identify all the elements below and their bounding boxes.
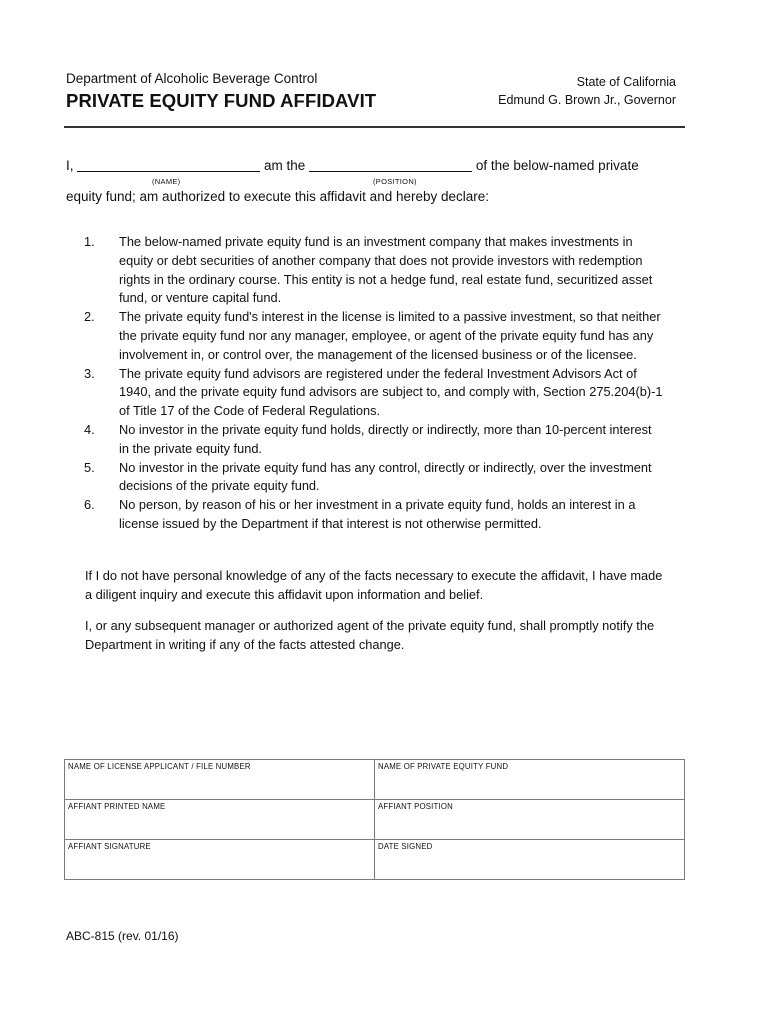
applicant-field[interactable] — [65, 760, 375, 800]
affiant-position-field[interactable] — [375, 800, 685, 840]
intro-middle: am the — [264, 158, 306, 173]
form-number: ABC-815 (rev. 01/16) — [66, 929, 179, 943]
signature-table — [64, 759, 685, 880]
affiant-signature-field[interactable] — [65, 840, 375, 880]
declaration-item — [84, 459, 664, 497]
affiant-name-field-label: AFFIANT PRINTED NAME — [68, 802, 166, 811]
intro-suffix: of the below-named private — [475, 158, 639, 173]
declaration-list — [84, 233, 664, 534]
governor-name: Edmund G. Brown Jr., Governor — [498, 93, 676, 107]
form-title: PRIVATE EQUITY FUND AFFIDAVIT — [66, 90, 377, 111]
declaration-item — [84, 365, 664, 421]
declaration-text: The private equity fund advisors are registered under the federal Investment Advisors Act of 1940, and the private equity fund advisors are subject to, and comply with, Section 275.204(b)-1 of Title 17 of the Code of Federal Regulations. — [119, 365, 663, 419]
declaration-text: No investor in the private equity fund holds, directly or indirectly, more than 10-percent interest in the private equity fund. — [119, 421, 652, 456]
declaration-number: 6. — [84, 497, 95, 513]
name-caption: (NAME) — [152, 177, 181, 186]
position-caption: (POSITION) — [373, 177, 417, 186]
declaration-item — [84, 233, 664, 308]
affiant-position-field-label: AFFIANT POSITION — [378, 802, 453, 811]
name-blank-line[interactable] — [77, 157, 260, 172]
intro-prefix: I, — [66, 158, 74, 173]
declaration-number: 1. — [84, 234, 95, 249]
state-name: State of California — [576, 75, 676, 89]
declaration-number: 3. — [84, 365, 95, 381]
declaration-text: The private equity fund's interest in the license is limited to a passive investment, so that neither the private equity fund nor any manager, employee, or agent of the private equity fund has any involvement in, or control over, the management of the licensed business or of the licensee. — [119, 309, 661, 362]
header-divider — [64, 126, 685, 128]
intro-line — [66, 157, 639, 173]
fund-name-field-label: NAME OF PRIVATE EQUITY FUND — [378, 762, 509, 771]
applicant-field-label: NAME OF LICENSE APPLICANT / FILE NUMBER — [68, 762, 251, 771]
declaration-item — [84, 421, 664, 459]
notify-paragraph: I, or any subsequent manager or authorized agent of the private equity fund, shall promptly notify the Department in writing if any of the facts attested change. — [85, 618, 655, 652]
department-name: Department of Alcoholic Beverage Control — [66, 71, 318, 86]
affiant-signature-field-label: AFFIANT SIGNATURE — [68, 842, 151, 851]
declaration-number: 2. — [84, 309, 95, 325]
date-signed-field-label: DATE SIGNED — [378, 842, 433, 851]
declaration-number: 5. — [84, 459, 95, 475]
affiant-name-field[interactable] — [65, 800, 375, 840]
intro-line-2: equity fund; am authorized to execute this affidavit and hereby declare: — [66, 189, 490, 204]
position-blank-line[interactable] — [309, 157, 472, 172]
knowledge-paragraph: If I do not have personal knowledge of any of the facts necessary to execute the affidavit, I have made a diligent inquiry and execute this affidavit upon information and belief. — [85, 568, 663, 602]
declaration-text: No person, by reason of his or her investment in a private equity fund, holds an interest in a license issued by the Department if that interest is not otherwise permitted. — [119, 497, 636, 531]
declaration-text: The below-named private equity fund is an investment company that makes investments in equity or debt securities of another company that does not provide investors with redemption rights in the ordinary course. This entity is not a hedge fund, real estate fund, securitized asset fund, or venture capital fund. — [119, 234, 653, 306]
declaration-text: No investor in the private equity fund has any control, directly or indirectly, over the investment decisions of the private equity fund. — [119, 459, 652, 494]
date-signed-field[interactable] — [375, 840, 685, 880]
fund-name-field[interactable] — [375, 760, 685, 800]
declaration-item — [84, 496, 664, 534]
declaration-item — [84, 308, 664, 364]
declaration-number: 4. — [84, 421, 95, 437]
